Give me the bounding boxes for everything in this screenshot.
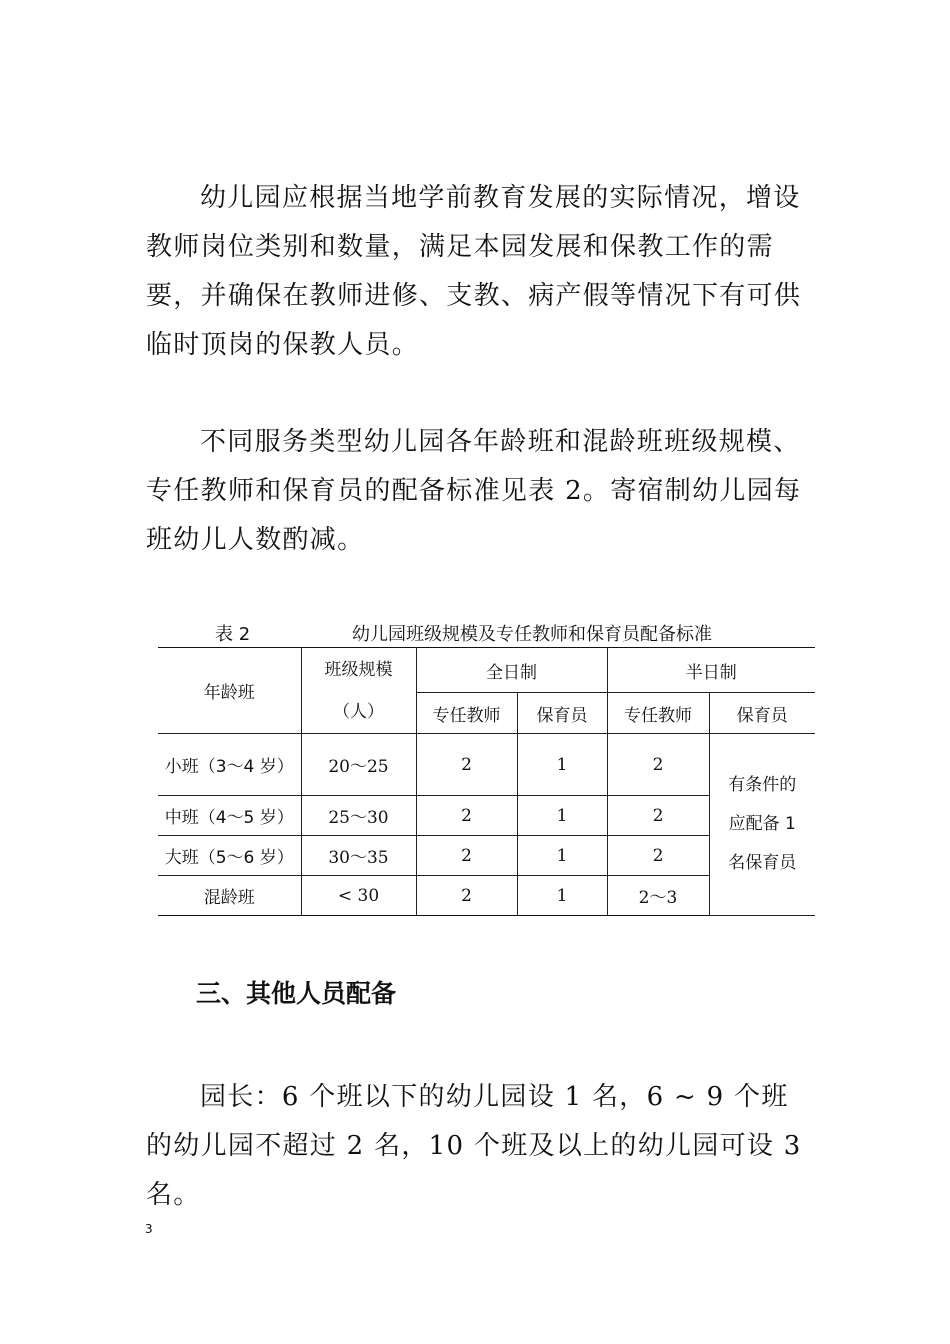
- cell-full-day-teacher: 2: [416, 876, 517, 916]
- cell-full-day-caregiver: 1: [517, 836, 607, 876]
- section-heading: 三、其他人员配备: [196, 979, 397, 1008]
- paragraph-principal-quota: 园长：6 个班以下的幼儿园设 1 名，6 ~ 9 个班的幼儿园不超过 2 名，10 个班及以上的幼儿园可设 3 名。: [146, 1082, 802, 1210]
- table-caption-number: 表 2: [215, 624, 251, 645]
- header-half-day: 半日制: [607, 648, 815, 693]
- cell-class-size: 25～30: [301, 796, 416, 836]
- staffing-standard-table: [158, 647, 815, 916]
- header-full-day: 全日制: [416, 648, 607, 693]
- cell-class-size: 20～25: [301, 734, 416, 796]
- header-class-size: [301, 648, 416, 734]
- cell-full-day-caregiver: 1: [517, 734, 607, 796]
- cell-full-day-caregiver: 1: [517, 876, 607, 916]
- header-full-day-caregiver: 保育员: [517, 693, 607, 734]
- header-half-day-caregiver: 保育员: [709, 693, 815, 734]
- note-line: 有条件的: [728, 775, 797, 795]
- note-line: 名保育员: [728, 853, 797, 873]
- page-number: 3: [145, 1222, 153, 1236]
- header-class-size-label: 班级规模: [324, 659, 393, 680]
- cell-full-day-teacher: 2: [416, 796, 517, 836]
- header-full-day-teacher: 专任教师: [416, 693, 517, 734]
- cell-full-day-caregiver: 1: [517, 796, 607, 836]
- cell-half-day-teacher: 2: [607, 734, 709, 796]
- header-age-class: 年龄班: [158, 648, 301, 734]
- cell-half-day-caregiver-note: [709, 734, 815, 916]
- cell-age: 混龄班: [158, 876, 301, 916]
- cell-half-day-teacher: 2: [607, 796, 709, 836]
- cell-half-day-teacher: 2～3: [607, 876, 709, 916]
- table-row: [158, 734, 815, 796]
- cell-full-day-teacher: 2: [416, 734, 517, 796]
- cell-class-size: < 30: [301, 876, 416, 916]
- note-line: 应配备 1: [728, 814, 796, 834]
- cell-full-day-teacher: 2: [416, 836, 517, 876]
- cell-half-day-teacher: 2: [607, 836, 709, 876]
- table-caption-title: 幼儿园班级规模及专任教师和保育员配备标准: [352, 624, 712, 645]
- cell-age: 小班（3～4 岁）: [158, 734, 301, 796]
- cell-age: 大班（5～6 岁）: [158, 836, 301, 876]
- header-class-size-unit: （人）: [333, 701, 384, 722]
- paragraph-teacher-positions: 幼儿园应根据当地学前教育发展的实际情况，增设教师岗位类别和数量，满足本园发展和保教工作的需要，并确保在教师进修、支教、病产假等情况下有可供临时顶岗的保教人员。: [146, 183, 802, 360]
- header-half-day-teacher: 专任教师: [607, 693, 709, 734]
- cell-age: 中班（4～5 岁）: [158, 796, 301, 836]
- cell-class-size: 30～35: [301, 836, 416, 876]
- paragraph-staffing-standard: 不同服务类型幼儿园各年龄班和混龄班班级规模、专任教师和保育员的配备标准见表 2。寄宿制幼儿园每班幼儿人数酌减。: [146, 427, 802, 555]
